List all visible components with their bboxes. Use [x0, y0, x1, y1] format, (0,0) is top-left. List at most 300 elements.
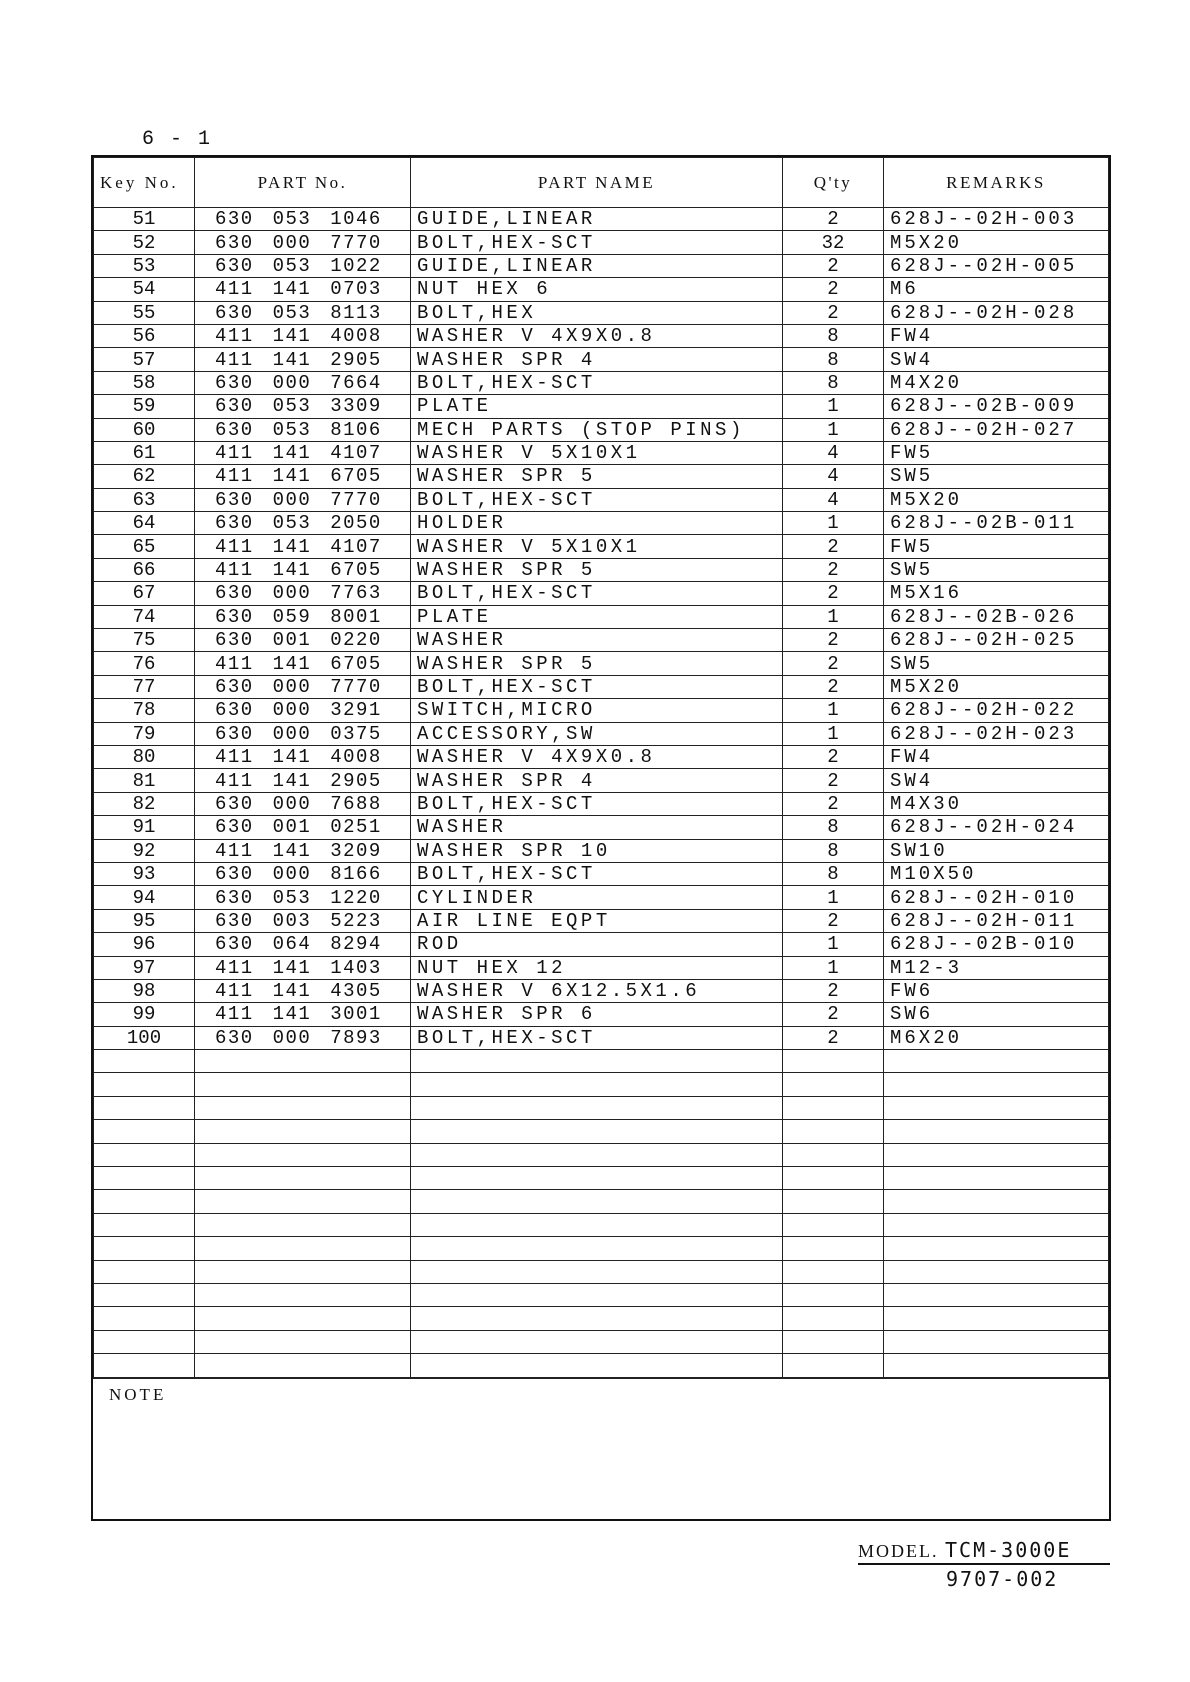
- cell-remarks: 628J--02H-022: [884, 699, 1109, 722]
- empty-cell: [411, 1050, 783, 1073]
- cell-remarks: SW6: [884, 1003, 1109, 1026]
- cell-remarks: 628J--02H-003: [884, 208, 1109, 231]
- empty-cell: [884, 1050, 1109, 1073]
- empty-row: [94, 1213, 1109, 1236]
- cell-remarks: SW5: [884, 652, 1109, 675]
- cell-key-no: 75: [94, 629, 195, 652]
- table-row: [94, 605, 1109, 628]
- empty-cell: [411, 1237, 783, 1260]
- cell-part-no: 411 141 2905: [195, 769, 411, 792]
- empty-cell: [783, 1143, 884, 1166]
- model-value: TCM-3000E: [945, 1538, 1072, 1562]
- empty-cell: [94, 1307, 195, 1330]
- cell-part-name: NUT HEX 6: [411, 278, 783, 301]
- cell-part-no: 630 000 7770: [195, 488, 411, 511]
- table-row: [94, 839, 1109, 862]
- cell-part-name: WASHER V 5X10X1: [411, 441, 783, 464]
- cell-part-no: 630 000 7770: [195, 231, 411, 254]
- cell-remarks: M6X20: [884, 1026, 1109, 1049]
- table-row: [94, 582, 1109, 605]
- empty-cell: [94, 1096, 195, 1119]
- cell-key-no: 92: [94, 839, 195, 862]
- cell-remarks: FW5: [884, 535, 1109, 558]
- cell-key-no: 59: [94, 395, 195, 418]
- cell-qty: 8: [783, 348, 884, 371]
- empty-cell: [195, 1283, 411, 1306]
- cell-part-name: PLATE: [411, 605, 783, 628]
- table-row: [94, 208, 1109, 231]
- cell-part-no: 630 000 3291: [195, 699, 411, 722]
- empty-cell: [94, 1190, 195, 1213]
- cell-key-no: 82: [94, 792, 195, 815]
- cell-part-name: BOLT,HEX-SCT: [411, 582, 783, 605]
- empty-row: [94, 1283, 1109, 1306]
- cell-remarks: FW4: [884, 324, 1109, 347]
- cell-remarks: M12-3: [884, 956, 1109, 979]
- cell-key-no: 67: [94, 582, 195, 605]
- empty-cell: [411, 1307, 783, 1330]
- empty-cell: [94, 1073, 195, 1096]
- cell-qty: 2: [783, 629, 884, 652]
- cell-qty: 2: [783, 582, 884, 605]
- cell-remarks: SW4: [884, 348, 1109, 371]
- cell-part-name: PLATE: [411, 395, 783, 418]
- table-row: [94, 675, 1109, 698]
- cell-remarks: 628J--02H-011: [884, 909, 1109, 932]
- cell-remarks: 628J--02B-026: [884, 605, 1109, 628]
- cell-part-no: 630 000 7893: [195, 1026, 411, 1049]
- cell-part-no: 630 000 7770: [195, 675, 411, 698]
- empty-cell: [884, 1143, 1109, 1166]
- table-row: [94, 699, 1109, 722]
- cell-part-name: WASHER: [411, 816, 783, 839]
- empty-cell: [411, 1143, 783, 1166]
- cell-key-no: 61: [94, 441, 195, 464]
- cell-remarks: FW4: [884, 745, 1109, 768]
- cell-qty: 2: [783, 558, 884, 581]
- table-row: [94, 301, 1109, 324]
- empty-cell: [195, 1143, 411, 1166]
- cell-qty: 8: [783, 371, 884, 394]
- table-row: [94, 862, 1109, 885]
- cell-qty: 2: [783, 1026, 884, 1049]
- cell-part-no: 630 053 8106: [195, 418, 411, 441]
- empty-cell: [783, 1190, 884, 1213]
- cell-part-name: GUIDE,LINEAR: [411, 254, 783, 277]
- table-row: [94, 979, 1109, 1002]
- empty-cell: [884, 1237, 1109, 1260]
- empty-cell: [195, 1073, 411, 1096]
- cell-part-no: 411 141 3001: [195, 1003, 411, 1026]
- cell-part-no: 630 053 1220: [195, 886, 411, 909]
- cell-part-name: BOLT,HEX-SCT: [411, 488, 783, 511]
- cell-part-name: WASHER: [411, 629, 783, 652]
- empty-cell: [783, 1096, 884, 1119]
- cell-qty: 4: [783, 441, 884, 464]
- cell-part-no: 630 059 8001: [195, 605, 411, 628]
- empty-cell: [783, 1120, 884, 1143]
- cell-part-no: 411 141 1403: [195, 956, 411, 979]
- cell-part-name: GUIDE,LINEAR: [411, 208, 783, 231]
- table-row: [94, 933, 1109, 956]
- document-number: 9707-002: [946, 1567, 1059, 1591]
- table-row: [94, 629, 1109, 652]
- cell-remarks: 628J--02H-010: [884, 886, 1109, 909]
- parts-table-body: [94, 208, 1109, 1378]
- table-row: [94, 535, 1109, 558]
- cell-part-no: 630 053 2050: [195, 512, 411, 535]
- cell-key-no: 81: [94, 769, 195, 792]
- cell-part-name: WASHER V 4X9X0.8: [411, 324, 783, 347]
- table-row: [94, 722, 1109, 745]
- note-box: [93, 1378, 1109, 1519]
- empty-cell: [411, 1190, 783, 1213]
- cell-key-no: 60: [94, 418, 195, 441]
- cell-part-name: WASHER SPR 10: [411, 839, 783, 862]
- cell-key-no: 98: [94, 979, 195, 1002]
- empty-cell: [884, 1073, 1109, 1096]
- empty-cell: [884, 1167, 1109, 1190]
- empty-cell: [195, 1237, 411, 1260]
- cell-key-no: 91: [94, 816, 195, 839]
- table-row: [94, 1026, 1109, 1049]
- empty-row: [94, 1260, 1109, 1283]
- cell-part-no: 630 000 0375: [195, 722, 411, 745]
- cell-qty: 2: [783, 301, 884, 324]
- cell-remarks: 628J--02H-023: [884, 722, 1109, 745]
- empty-cell: [411, 1120, 783, 1143]
- cell-part-no: 411 141 4305: [195, 979, 411, 1002]
- cell-part-name: BOLT,HEX: [411, 301, 783, 324]
- empty-cell: [411, 1073, 783, 1096]
- empty-cell: [195, 1096, 411, 1119]
- cell-part-no: 411 141 3209: [195, 839, 411, 862]
- cell-qty: 4: [783, 488, 884, 511]
- empty-cell: [783, 1283, 884, 1306]
- cell-remarks: SW5: [884, 558, 1109, 581]
- cell-qty: 2: [783, 792, 884, 815]
- empty-cell: [884, 1260, 1109, 1283]
- table-row: [94, 231, 1109, 254]
- cell-part-no: 411 141 0703: [195, 278, 411, 301]
- table-row: [94, 512, 1109, 535]
- table-row: [94, 956, 1109, 979]
- table-row: [94, 652, 1109, 675]
- cell-qty: 1: [783, 699, 884, 722]
- table-row: [94, 371, 1109, 394]
- cell-part-no: 630 000 7763: [195, 582, 411, 605]
- empty-cell: [783, 1073, 884, 1096]
- cell-qty: 1: [783, 886, 884, 909]
- table-row: [94, 886, 1109, 909]
- cell-remarks: SW10: [884, 839, 1109, 862]
- table-row: [94, 324, 1109, 347]
- cell-part-name: WASHER SPR 4: [411, 769, 783, 792]
- cell-key-no: 54: [94, 278, 195, 301]
- cell-key-no: 94: [94, 886, 195, 909]
- cell-remarks: 628J--02H-025: [884, 629, 1109, 652]
- cell-key-no: 74: [94, 605, 195, 628]
- empty-cell: [411, 1167, 783, 1190]
- cell-part-name: WASHER V 4X9X0.8: [411, 745, 783, 768]
- cell-remarks: M4X30: [884, 792, 1109, 815]
- empty-cell: [783, 1237, 884, 1260]
- empty-cell: [884, 1283, 1109, 1306]
- cell-key-no: 66: [94, 558, 195, 581]
- cell-part-name: MECH PARTS (STOP PINS): [411, 418, 783, 441]
- cell-qty: 1: [783, 512, 884, 535]
- cell-remarks: FW5: [884, 441, 1109, 464]
- cell-part-name: WASHER SPR 5: [411, 465, 783, 488]
- cell-key-no: 76: [94, 652, 195, 675]
- cell-key-no: 100: [94, 1026, 195, 1049]
- empty-row: [94, 1050, 1109, 1073]
- empty-cell: [884, 1330, 1109, 1353]
- empty-cell: [94, 1213, 195, 1236]
- cell-qty: 1: [783, 418, 884, 441]
- empty-cell: [884, 1213, 1109, 1236]
- cell-part-no: 630 000 7688: [195, 792, 411, 815]
- table-row: [94, 254, 1109, 277]
- empty-cell: [411, 1260, 783, 1283]
- cell-key-no: 62: [94, 465, 195, 488]
- empty-cell: [195, 1120, 411, 1143]
- table-row: [94, 769, 1109, 792]
- cell-part-name: WASHER SPR 5: [411, 652, 783, 675]
- cell-part-name: BOLT,HEX-SCT: [411, 862, 783, 885]
- empty-cell: [411, 1283, 783, 1306]
- cell-qty: 8: [783, 816, 884, 839]
- note-label: NOTE: [109, 1384, 167, 1404]
- cell-part-name: WASHER SPR 4: [411, 348, 783, 371]
- cell-part-name: BOLT,HEX-SCT: [411, 1026, 783, 1049]
- cell-part-no: 630 053 3309: [195, 395, 411, 418]
- table-row: [94, 278, 1109, 301]
- cell-part-no: 630 001 0220: [195, 629, 411, 652]
- header-row: [94, 158, 1109, 208]
- cell-remarks: 628J--02B-009: [884, 395, 1109, 418]
- empty-row: [94, 1073, 1109, 1096]
- empty-cell: [783, 1260, 884, 1283]
- empty-cell: [783, 1167, 884, 1190]
- empty-cell: [884, 1354, 1109, 1377]
- empty-cell: [195, 1260, 411, 1283]
- empty-cell: [783, 1307, 884, 1330]
- table-row: [94, 909, 1109, 932]
- cell-part-no: 411 141 4008: [195, 324, 411, 347]
- cell-qty: 2: [783, 909, 884, 932]
- empty-cell: [195, 1330, 411, 1353]
- empty-cell: [94, 1050, 195, 1073]
- empty-cell: [195, 1213, 411, 1236]
- empty-cell: [195, 1167, 411, 1190]
- cell-part-name: NUT HEX 12: [411, 956, 783, 979]
- table-row: [94, 348, 1109, 371]
- model-label: MODEL.: [858, 1541, 939, 1561]
- empty-cell: [884, 1120, 1109, 1143]
- empty-cell: [195, 1190, 411, 1213]
- cell-remarks: 628J--02B-010: [884, 933, 1109, 956]
- cell-qty: 2: [783, 652, 884, 675]
- table-row: [94, 465, 1109, 488]
- cell-part-name: WASHER V 6X12.5X1.6: [411, 979, 783, 1002]
- cell-key-no: 97: [94, 956, 195, 979]
- cell-qty: 2: [783, 979, 884, 1002]
- cell-key-no: 80: [94, 745, 195, 768]
- cell-key-no: 58: [94, 371, 195, 394]
- cell-remarks: 628J--02H-028: [884, 301, 1109, 324]
- cell-qty: 1: [783, 395, 884, 418]
- cell-remarks: M6: [884, 278, 1109, 301]
- cell-remarks: 628J--02H-024: [884, 816, 1109, 839]
- cell-part-no: 630 053 8113: [195, 301, 411, 324]
- table-row: [94, 488, 1109, 511]
- cell-part-name: AIR LINE EQPT: [411, 909, 783, 932]
- table-row: [94, 558, 1109, 581]
- table-row: [94, 418, 1109, 441]
- cell-part-no: 411 141 4008: [195, 745, 411, 768]
- empty-cell: [411, 1213, 783, 1236]
- cell-key-no: 99: [94, 1003, 195, 1026]
- empty-row: [94, 1190, 1109, 1213]
- empty-cell: [94, 1260, 195, 1283]
- empty-cell: [783, 1330, 884, 1353]
- cell-key-no: 65: [94, 535, 195, 558]
- cell-qty: 4: [783, 465, 884, 488]
- cell-qty: 2: [783, 745, 884, 768]
- cell-part-name: WASHER SPR 6: [411, 1003, 783, 1026]
- cell-qty: 2: [783, 769, 884, 792]
- cell-key-no: 96: [94, 933, 195, 956]
- cell-remarks: 628J--02B-011: [884, 512, 1109, 535]
- cell-remarks: M10X50: [884, 862, 1109, 885]
- cell-part-name: WASHER V 5X10X1: [411, 535, 783, 558]
- table-row: [94, 792, 1109, 815]
- cell-part-no: 411 141 2905: [195, 348, 411, 371]
- empty-cell: [94, 1167, 195, 1190]
- cell-part-no: 630 001 0251: [195, 816, 411, 839]
- cell-remarks: M5X20: [884, 488, 1109, 511]
- table-row: [94, 816, 1109, 839]
- cell-part-no: 411 141 6705: [195, 652, 411, 675]
- cell-remarks: M5X20: [884, 231, 1109, 254]
- cell-part-no: 630 003 5223: [195, 909, 411, 932]
- cell-part-name: ACCESSORY,SW: [411, 722, 783, 745]
- empty-cell: [783, 1050, 884, 1073]
- cell-qty: 32: [783, 231, 884, 254]
- table-row: [94, 395, 1109, 418]
- header-qty: Q'ty: [783, 158, 884, 208]
- cell-part-no: 630 064 8294: [195, 933, 411, 956]
- empty-row: [94, 1096, 1109, 1119]
- page-number: 6 - 1: [142, 128, 213, 151]
- cell-key-no: 78: [94, 699, 195, 722]
- cell-part-no: 411 141 6705: [195, 465, 411, 488]
- cell-key-no: 93: [94, 862, 195, 885]
- cell-qty: 2: [783, 208, 884, 231]
- cell-key-no: 53: [94, 254, 195, 277]
- cell-part-name: BOLT,HEX-SCT: [411, 231, 783, 254]
- empty-cell: [411, 1096, 783, 1119]
- table-row: [94, 745, 1109, 768]
- empty-cell: [884, 1096, 1109, 1119]
- cell-part-no: 411 141 4107: [195, 441, 411, 464]
- cell-key-no: 52: [94, 231, 195, 254]
- cell-part-name: ROD: [411, 933, 783, 956]
- cell-part-no: 630 000 7664: [195, 371, 411, 394]
- cell-qty: 8: [783, 862, 884, 885]
- empty-cell: [94, 1283, 195, 1306]
- cell-part-name: SWITCH,MICRO: [411, 699, 783, 722]
- empty-row: [94, 1167, 1109, 1190]
- cell-key-no: 64: [94, 512, 195, 535]
- cell-remarks: M5X16: [884, 582, 1109, 605]
- footer: [858, 1538, 1110, 1591]
- cell-remarks: 628J--02H-027: [884, 418, 1109, 441]
- cell-part-no: 630 000 8166: [195, 862, 411, 885]
- table-row: [94, 1003, 1109, 1026]
- cell-part-name: WASHER SPR 5: [411, 558, 783, 581]
- empty-row: [94, 1307, 1109, 1330]
- parts-table: [93, 157, 1109, 1378]
- cell-remarks: M4X20: [884, 371, 1109, 394]
- cell-part-name: BOLT,HEX-SCT: [411, 371, 783, 394]
- cell-key-no: 55: [94, 301, 195, 324]
- cell-qty: 8: [783, 839, 884, 862]
- cell-key-no: 51: [94, 208, 195, 231]
- empty-row: [94, 1330, 1109, 1353]
- cell-key-no: 79: [94, 722, 195, 745]
- cell-qty: 8: [783, 324, 884, 347]
- cell-remarks: 628J--02H-005: [884, 254, 1109, 277]
- empty-row: [94, 1120, 1109, 1143]
- empty-cell: [411, 1330, 783, 1353]
- cell-qty: 2: [783, 1003, 884, 1026]
- empty-cell: [94, 1120, 195, 1143]
- cell-remarks: M5X20: [884, 675, 1109, 698]
- empty-cell: [94, 1354, 195, 1377]
- cell-qty: 2: [783, 254, 884, 277]
- empty-cell: [195, 1354, 411, 1377]
- cell-qty: 2: [783, 535, 884, 558]
- empty-cell: [783, 1213, 884, 1236]
- empty-row: [94, 1143, 1109, 1166]
- empty-cell: [195, 1307, 411, 1330]
- header-part-no: PART No.: [195, 158, 411, 208]
- cell-part-no: 411 141 6705: [195, 558, 411, 581]
- cell-part-name: CYLINDER: [411, 886, 783, 909]
- cell-remarks: FW6: [884, 979, 1109, 1002]
- cell-part-no: 630 053 1022: [195, 254, 411, 277]
- cell-key-no: 77: [94, 675, 195, 698]
- cell-part-no: 411 141 4107: [195, 535, 411, 558]
- parts-list: [91, 155, 1111, 1521]
- cell-qty: 1: [783, 933, 884, 956]
- cell-qty: 2: [783, 278, 884, 301]
- cell-key-no: 63: [94, 488, 195, 511]
- cell-qty: 1: [783, 605, 884, 628]
- model-line: [858, 1538, 1110, 1565]
- empty-cell: [884, 1307, 1109, 1330]
- cell-part-name: HOLDER: [411, 512, 783, 535]
- header-part-name: PART NAME: [411, 158, 783, 208]
- empty-cell: [783, 1354, 884, 1377]
- empty-cell: [94, 1330, 195, 1353]
- table-row: [94, 441, 1109, 464]
- cell-key-no: 57: [94, 348, 195, 371]
- cell-qty: 2: [783, 675, 884, 698]
- cell-qty: 1: [783, 956, 884, 979]
